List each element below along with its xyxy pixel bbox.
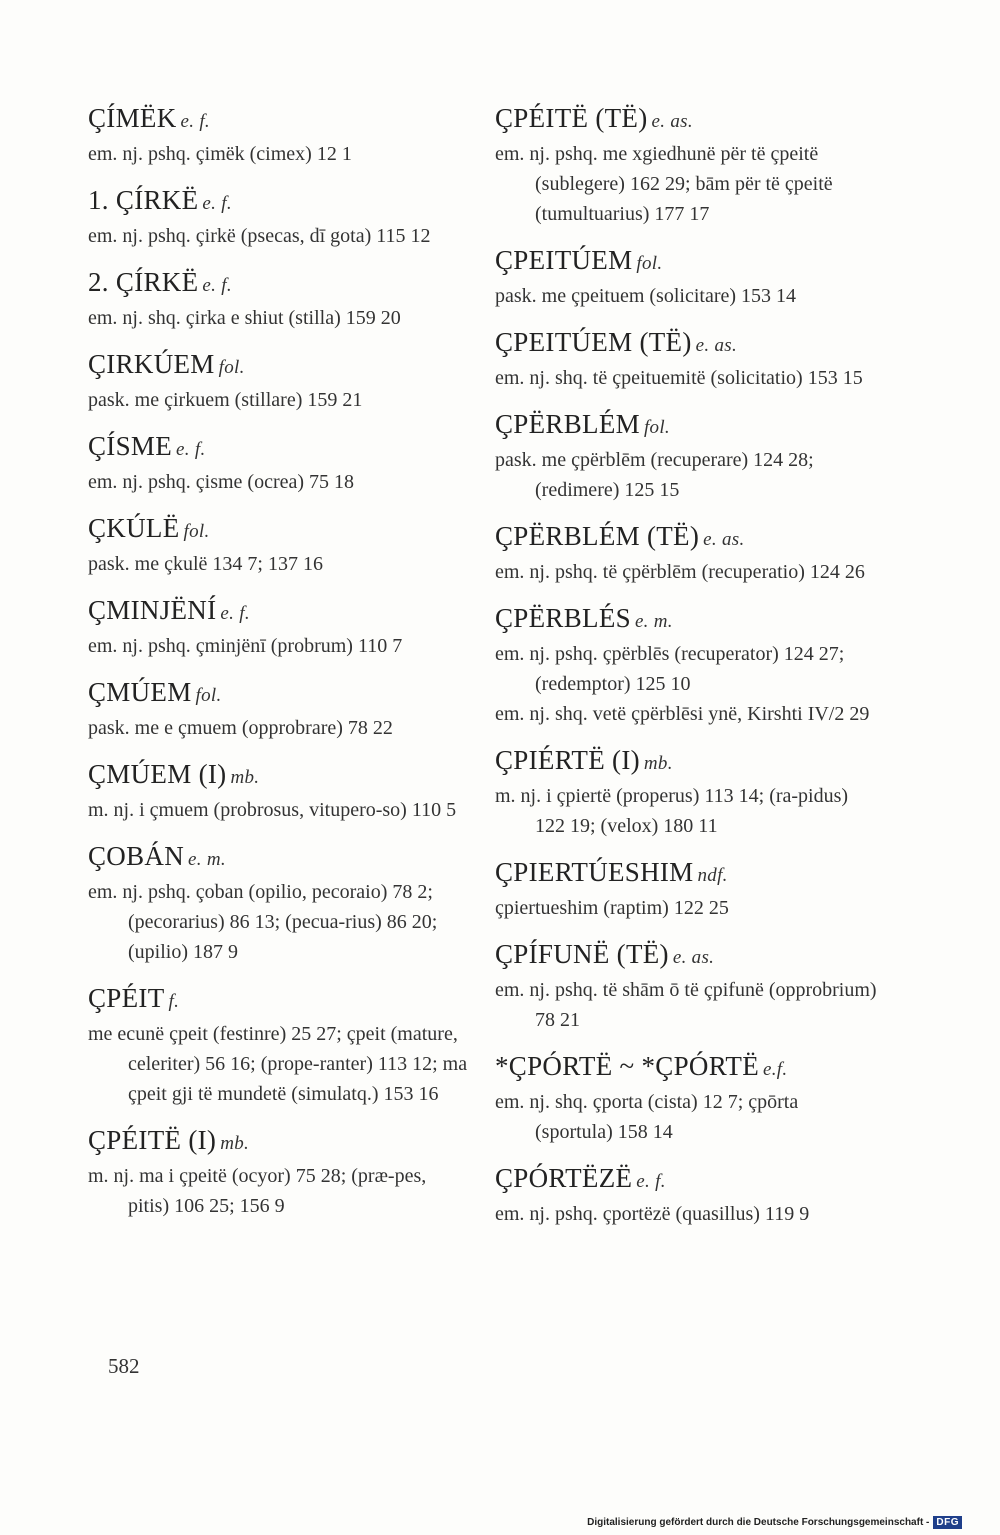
grammar-label: e. m. — [188, 849, 226, 870]
entry-headword — [88, 1123, 468, 1161]
entry-definition: em. nj. pshq. me xgiedhunë për të çpeitë (sublegere) 162 29; bām për të çpeitë (tumultuarius) 177 17 — [495, 143, 833, 225]
entry-headword — [88, 757, 468, 795]
left-column — [88, 95, 468, 1235]
entry-headword — [495, 407, 880, 445]
entry-definition: em. nj. pshq. çpërblēs (recuperator) 124 27; (redemptor) 125 10 — [495, 643, 845, 695]
dfg-logo: DFG — [933, 1516, 962, 1529]
entry-headword — [495, 743, 880, 781]
dictionary-entry — [495, 743, 880, 841]
grammar-label: mb. — [220, 1133, 250, 1154]
headword-text: ÇPËRBLÉS — [495, 603, 631, 633]
grammar-label: ndf. — [697, 865, 728, 886]
dictionary-entry — [88, 675, 468, 743]
headword-text: *ÇPÓRTË ~ *ÇPÓRTË — [495, 1051, 759, 1081]
grammar-label: e. f. — [180, 111, 210, 132]
entry-headword — [495, 1049, 880, 1087]
entry-headword — [495, 101, 880, 139]
headword-text: ÇÍMËK — [88, 103, 177, 133]
dictionary-entry — [88, 429, 468, 497]
entry-headword — [495, 243, 880, 281]
headword-text: ÇIRKÚEM — [88, 349, 215, 379]
dictionary-entry — [88, 101, 468, 169]
entry-definition: em. nj. pshq. të çpërblēm (recuperatio) 124 26 — [495, 561, 865, 583]
dictionary-entry — [88, 757, 468, 825]
grammar-label: e.f. — [763, 1059, 788, 1080]
dictionary-entry — [88, 981, 468, 1109]
entry-definition: me ecunë çpeit (festinre) 25 27; çpeit (mature, celeriter) 56 16; (prope-ranter) 113 12; ma çpeit gji të mundetë (simulatq.) 153 16 — [88, 1023, 468, 1105]
footer-credit — [587, 1516, 962, 1529]
headword-text: ÇPËRBLÉM — [495, 409, 640, 439]
dictionary-entry — [495, 407, 880, 505]
grammar-label: f. — [168, 991, 180, 1012]
entry-definition: em. nj. pshq. çportëzë (quasillus) 119 9 — [495, 1203, 810, 1225]
grammar-label: e. as. — [703, 529, 745, 550]
headword-text: ÇPIERTÚESHIM — [495, 857, 694, 887]
dictionary-entry — [495, 601, 880, 729]
grammar-label: e. as. — [651, 111, 693, 132]
grammar-label: fol. — [636, 253, 663, 274]
headword-text: 1. ÇÍRKË — [88, 185, 199, 215]
headword-text: ÇMINJËNÍ — [88, 595, 217, 625]
headword-text: ÇPËRBLÉM (TË) — [495, 521, 700, 551]
entry-headword — [495, 601, 880, 639]
dictionary-entry — [495, 519, 880, 587]
grammar-label: fol. — [643, 417, 670, 438]
entry-definition: em. nj. pshq. çimëk (cimex) 12 1 — [88, 143, 352, 165]
entry-headword — [88, 675, 468, 713]
grammar-label: e. as. — [695, 335, 738, 356]
headword-text: ÇPEITÚEM (TË) — [495, 327, 692, 357]
entry-headword — [495, 325, 880, 363]
dictionary-entry — [88, 839, 468, 967]
grammar-label: e. f. — [636, 1171, 666, 1192]
entry-headword — [88, 429, 468, 467]
right-column — [495, 95, 880, 1243]
dictionary-entry — [495, 243, 880, 311]
entry-definition: em. nj. pshq. çoban (opilio, pecoraio) 78 2; (pecorarius) 86 13; (pecua-rius) 86 20; (upilio) 187 9 — [88, 881, 438, 963]
entry-definition: em. nj. pshq. çisme (ocrea) 75 18 — [88, 471, 355, 493]
entry-definition: m. nj. ma i çpeitë (ocyor) 75 28; (præ-pes, pitis) 106 25; 156 9 — [88, 1165, 427, 1217]
entry-definition: em. nj. shq. të çpeituemitë (solicitatio) 153 15 — [495, 367, 863, 389]
entry-definition: pask. me çirkuem (stillare) 159 21 — [88, 389, 363, 411]
entry-headword — [495, 855, 880, 893]
grammar-label: e. f. — [220, 603, 250, 624]
grammar-label: mb. — [643, 753, 673, 774]
dictionary-entry — [495, 937, 880, 1035]
grammar-label: e. f. — [176, 439, 206, 460]
grammar-label: e. f. — [202, 193, 232, 214]
entry-definition: em. nj. shq. çporta (cista) 12 7; çpōrta (sportula) 158 14 — [495, 1091, 799, 1143]
entry-definition: pask. me çpeituem (solicitare) 153 14 — [495, 285, 797, 307]
entry-definition: pask. me çkulë 134 7; 137 16 — [88, 553, 323, 575]
footer-credit-text: Digitalisierung gefördert durch die Deutsche Forschungsgemeinschaft - — [587, 1517, 930, 1528]
headword-text: ÇPÍFUNË (TË) — [495, 939, 669, 969]
dictionary-entry — [88, 265, 468, 333]
entry-headword — [88, 101, 468, 139]
entry-headword — [495, 1161, 880, 1199]
entry-definition: em. nj. pshq. të shām ō të çpifunë (opprobrium) 78 21 — [495, 979, 877, 1031]
dictionary-entry — [88, 511, 468, 579]
page-number: 582 — [108, 1354, 140, 1378]
entry-headword — [495, 937, 880, 975]
grammar-label: e. f. — [202, 275, 232, 296]
headword-text: ÇPÉITË (I) — [88, 1125, 217, 1155]
headword-text: ÇPÉIT — [88, 983, 165, 1013]
entry-definition: m. nj. i çmuem (probrosus, vitupero-so) 110 5 — [88, 799, 457, 821]
entry-definition: em. nj. shq. vetë çpërblēsi ynë, Kirshti IV/2 29 — [495, 703, 870, 725]
entry-definition: çpiertueshim (raptim) 122 25 — [495, 897, 729, 919]
headword-text: ÇPIÉRTË (I) — [495, 745, 640, 775]
headword-text: ÇKÚLË — [88, 513, 180, 543]
entry-definition: pask. me çpërblēm (recuperare) 124 28; (redimere) 125 15 — [495, 449, 814, 501]
dictionary-entry — [88, 347, 468, 415]
entry-headword — [88, 511, 468, 549]
dictionary-entry — [88, 593, 468, 661]
entry-headword — [88, 347, 468, 385]
headword-text: ÇPÓRTËZË — [495, 1163, 633, 1193]
grammar-label: mb. — [230, 767, 260, 788]
headword-text: ÇPEITÚEM — [495, 245, 633, 275]
headword-text: ÇPÉITË (TË) — [495, 103, 648, 133]
headword-text: 2. ÇÍRKË — [88, 267, 199, 297]
entry-headword — [495, 519, 880, 557]
headword-text: ÇOBÁN — [88, 841, 185, 871]
dictionary-entry — [88, 183, 468, 251]
grammar-label: e. as. — [672, 947, 715, 968]
dictionary-entry — [495, 325, 880, 393]
grammar-label: fol. — [218, 357, 245, 378]
entry-definition: m. nj. i çpiertë (properus) 113 14; (ra-pidus) 122 19; (velox) 180 11 — [495, 785, 849, 837]
dictionary-entry — [88, 1123, 468, 1221]
headword-text: ÇMÚEM — [88, 677, 192, 707]
headword-text: ÇMÚEM (I) — [88, 759, 227, 789]
entry-headword — [88, 593, 468, 631]
dictionary-entry — [495, 1161, 880, 1229]
entry-definition: pask. me e çmuem (opprobrare) 78 22 — [88, 717, 393, 739]
entry-headword — [88, 981, 468, 1019]
headword-text: ÇÍSME — [88, 431, 173, 461]
grammar-label: e. m. — [634, 611, 673, 632]
grammar-label: fol. — [183, 521, 210, 542]
dictionary-entry — [495, 101, 880, 229]
entry-definition: em. nj. pshq. çirkë (psecas, dī gota) 115 12 — [88, 225, 431, 247]
entry-headword — [88, 839, 468, 877]
entry-definition: em. nj. shq. çirka e shiut (stilla) 159 20 — [88, 307, 401, 329]
entry-definition: em. nj. pshq. çminjënī (probrum) 110 7 — [88, 635, 403, 657]
entry-headword — [88, 265, 468, 303]
grammar-label: fol. — [195, 685, 222, 706]
dictionary-entry — [495, 855, 880, 923]
dictionary-entry — [495, 1049, 880, 1147]
entry-headword — [88, 183, 468, 221]
